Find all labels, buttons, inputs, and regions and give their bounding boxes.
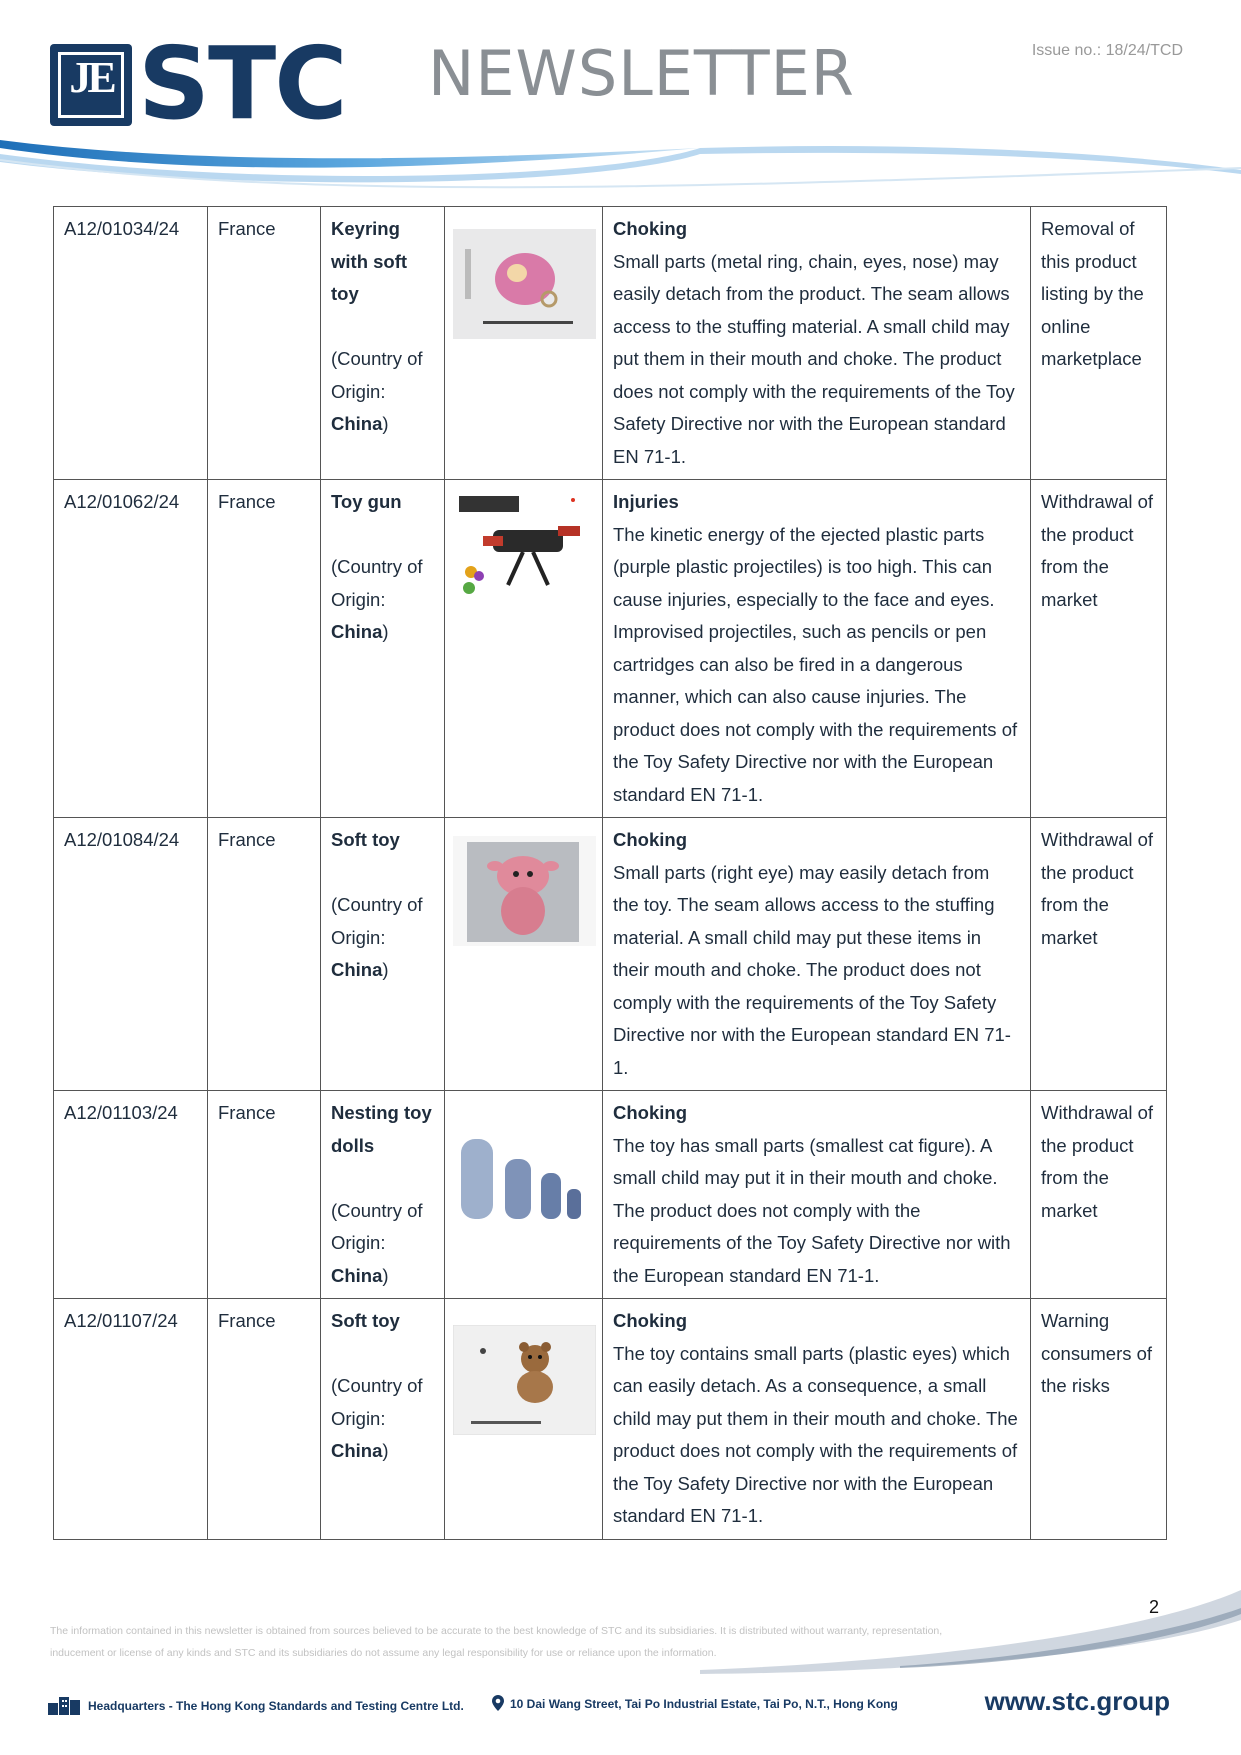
notifying-country <box>208 1091 321 1299</box>
notifying-country-text: France <box>218 829 276 850</box>
origin-prefix: (Country of Origin: <box>331 894 423 948</box>
header-swoosh <box>0 130 1241 200</box>
origin-country: China <box>331 1440 383 1461</box>
notification-code <box>54 480 208 818</box>
notification-code-text: A12/01107/24 <box>64 1310 178 1331</box>
risk-description <box>603 818 1031 1091</box>
product-image-cell <box>445 207 603 480</box>
origin-suffix: ) <box>382 621 389 642</box>
table-row <box>54 207 1167 480</box>
measures-taken-text: Withdrawal of the product from the market <box>1041 829 1154 948</box>
country-of-origin <box>331 1195 434 1293</box>
risk-type: Choking <box>613 829 687 850</box>
risk-description <box>603 207 1031 480</box>
table-row <box>54 1299 1167 1540</box>
measures-taken-text: Withdrawal of the product from the market <box>1041 1102 1154 1221</box>
country-of-origin <box>331 343 434 441</box>
origin-prefix: (Country of Origin: <box>331 348 423 402</box>
notification-code-text: A12/01103/24 <box>64 1102 178 1123</box>
notification-code <box>54 1299 208 1540</box>
notification-code <box>54 1091 208 1299</box>
recall-table <box>53 206 1166 1540</box>
origin-prefix: (Country of Origin: <box>331 1199 423 1253</box>
risk-details: Small parts (metal ring, chain, eyes, nose) may easily detach from the product. The seam allows access to the stuffing material. A small child may put them in their mouth and choke. The product does not comply with the requirements of the Toy Safety Directive nor with the European standard EN 71-1. <box>613 250 1015 467</box>
notifying-country-text: France <box>218 491 276 512</box>
origin-country: China <box>331 1264 383 1286</box>
product-image-cell <box>445 480 603 818</box>
origin-suffix: ) <box>382 959 389 980</box>
measures-taken-text: Removal of this product listing by the online marketplace <box>1041 218 1144 369</box>
building-icon <box>48 1695 80 1715</box>
country-of-origin <box>331 1370 434 1468</box>
product-name: Toy gun <box>331 491 402 512</box>
keyring-soft-toy-photo <box>453 229 596 339</box>
headquarters-label: Headquarters - The Hong Kong Standards and Testing Centre Ltd. <box>88 1699 464 1713</box>
measures-taken <box>1031 1091 1167 1299</box>
country-of-origin <box>331 889 434 987</box>
address-info <box>492 1695 898 1711</box>
notifying-country <box>208 207 321 480</box>
notifying-country <box>208 1299 321 1540</box>
risk-description <box>603 1299 1031 1540</box>
risk-description <box>603 480 1031 818</box>
risk-type: Injuries <box>613 491 679 512</box>
origin-country: China <box>331 621 383 642</box>
risk-details: Small parts (right eye) may easily detach from the toy. The seam allows access to the stuffing material. A small child may put these items in their mouth and choke. The product does not comply with the requirements of the Toy Safety Directive nor with the European standard EN 71-1. <box>613 861 1011 1078</box>
risk-description <box>603 1091 1031 1299</box>
product-name: Soft toy <box>331 829 400 850</box>
page-number: 2 <box>1148 1597 1159 1617</box>
issue-number: Issue no.: 18/24/TCD <box>1031 42 1183 59</box>
product-description <box>321 818 445 1091</box>
teddy-bear-photo <box>453 1325 596 1435</box>
risk-type: Choking <box>613 1310 687 1331</box>
page-header <box>0 0 1241 200</box>
country-of-origin <box>331 551 434 649</box>
stc-logo-mark: JE <box>50 44 132 126</box>
risk-details: The toy contains small parts (plastic eyes) which can easily detach. As a consequence, a small child may put them in their mouth and choke. The product does not comply with the requirements of the Toy Safety Directive nor with the European standard EN 71-1. <box>613 1342 1018 1526</box>
notification-code-text: A12/01034/24 <box>64 218 180 239</box>
product-description <box>321 1299 445 1540</box>
risk-details: The kinetic energy of the ejected plastic parts (purple plastic projectiles) is too high. This can cause injuries, especially to the face and eyes. Improvised projectiles, such as pencils or pen cartridges can also be fired in a dangerous manner, which can also cause injuries. The product does not comply with the requirements of the Toy Safety Directive nor with the European standard EN 71-1. <box>613 523 1018 805</box>
measures-taken <box>1031 207 1167 480</box>
origin-country: China <box>331 959 383 980</box>
toy-gun-photo <box>453 490 596 600</box>
table-row <box>54 818 1167 1091</box>
origin-prefix: (Country of Origin: <box>331 1375 423 1429</box>
product-image-cell <box>445 818 603 1091</box>
disclaimer-text: The information contained in this newsletter is obtained from sources believed to be accurate to the best knowledge of STC and its subsidiaries. It is distributed without warranty, representation, inducement or license of any kinds and STC and its subsidiaries do not assume any legal responsibility for use or reliance upon the information. <box>50 1625 943 1659</box>
product-description <box>321 1091 445 1299</box>
risk-type: Choking <box>613 1102 687 1123</box>
notification-code-text: A12/01062/24 <box>64 491 180 512</box>
origin-suffix: ) <box>382 1264 389 1286</box>
newsletter-title: NEWSLETTER <box>428 37 855 110</box>
address-label: 10 Dai Wang Street, Tai Po Industrial Estate, Tai Po, N.T., Hong Kong <box>510 1697 898 1711</box>
table-row <box>54 1091 1167 1299</box>
product-name: Soft toy <box>331 1310 400 1331</box>
notification-code <box>54 207 208 480</box>
risk-details: The toy has small parts (smallest cat figure). A small child may put it in their mouth and choke. The product does not comply with the requirements of the Toy Safety Directive nor with the European standard EN 71-1. <box>613 1134 1011 1286</box>
nesting-dolls-photo <box>453 1119 596 1229</box>
risk-type: Choking <box>613 218 687 239</box>
notifying-country-text: France <box>218 1102 276 1123</box>
product-name: Keyring with soft toy <box>331 218 408 304</box>
measures-taken-text: Withdrawal of the product from the market <box>1041 491 1154 610</box>
notifying-country-text: France <box>218 1310 276 1331</box>
notifying-country <box>208 818 321 1091</box>
table-row <box>54 480 1167 818</box>
measures-taken <box>1031 818 1167 1091</box>
product-description <box>321 207 445 480</box>
product-name: Nesting toy dolls <box>331 1102 432 1156</box>
origin-country: China <box>331 413 383 434</box>
website-link[interactable]: www.stc.group <box>984 1686 1170 1716</box>
location-pin-icon <box>492 1695 504 1711</box>
notifying-country <box>208 480 321 818</box>
product-description <box>321 480 445 818</box>
page-footer <box>48 1686 1198 1720</box>
pink-soft-toy-photo <box>453 836 596 946</box>
notifying-country-text: France <box>218 218 276 239</box>
headquarters-info <box>48 1695 464 1715</box>
origin-prefix: (Country of Origin: <box>331 556 423 610</box>
origin-suffix: ) <box>382 1440 389 1461</box>
stc-logo-text: STC <box>138 25 346 142</box>
product-image-cell <box>445 1091 603 1299</box>
measures-taken <box>1031 480 1167 818</box>
measures-taken-text: Warning consumers of the risks <box>1041 1310 1153 1396</box>
stc-logo <box>50 25 350 142</box>
product-image-cell <box>445 1299 603 1540</box>
origin-suffix: ) <box>382 413 389 434</box>
notification-code <box>54 818 208 1091</box>
notification-code-text: A12/01084/24 <box>64 829 180 850</box>
measures-taken <box>1031 1299 1167 1540</box>
